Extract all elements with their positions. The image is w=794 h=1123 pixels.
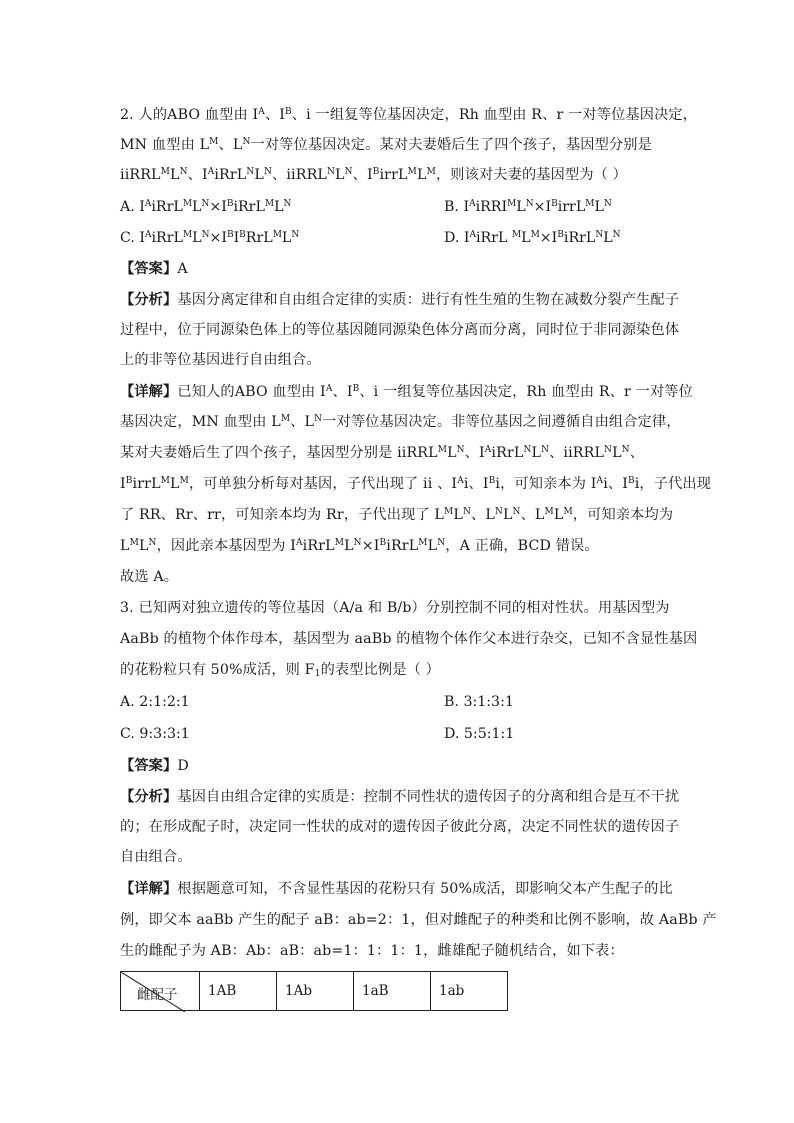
q2-stem-line-1: 2. 人的ABO 血型由 $I^A$、$I^B$、i 一组复等位基因决定，Rh 血型由 R、r 一对等位基因决定， [120, 107, 698, 123]
answer-tag: 【答案】 [120, 758, 178, 774]
q3-answer: 【答案】D [120, 758, 189, 774]
q3-analysis-line-2: 的；在形成配子时，决定同一性状的成对的遗传因子彼此分离，决定不同性状的遗传因子 [120, 819, 680, 835]
q3-option-a: A. 2:1:2:1 [120, 694, 190, 710]
q3-option-b: B. 3:1:3:1 [444, 694, 514, 710]
q2-detail-line-1: 【详解】已知人的ABO 血型由 $I^A$、$I^B$、i 一组复等位基因决定，Rh 血型由 R、r 一对等位 [120, 384, 693, 400]
q2-answer: 【答案】A [120, 261, 188, 277]
detail-tag: 【详解】 [120, 384, 178, 400]
q2-stem-line-3: $iiRRL^ML^N$、$I^AiRrL^NL^N$、$iiRRL^NL^N$、$I^BirrL^ML^M$，则该对夫妻的基因型为（ ） [120, 167, 627, 183]
q2-analysis-line-3: 上的非等位基因进行自由组合。 [120, 352, 321, 368]
q2-detail-line-6: $L^ML^N$，因此亲本基因型为 $I^AiRrL^ML^N\times I^BiRrL^ML^N$，A 正确，BCD 错误。 [120, 538, 599, 554]
analysis-tag: 【分析】 [120, 292, 178, 308]
q2-stem-line-2: MN 血型由 $L^M$、$L^N$一对等位基因决定。某对夫妻婚后生了四个孩子，基因型分别是 [120, 137, 652, 153]
q3-analysis-line-1: 【分析】基因自由组合定律的实质是：控制不同性状的遗传因子的分离和组合是互不干扰 [120, 789, 680, 805]
q3-detail-line-3: 生的雌配子为 AB：Ab：aB：ab=1：1：1：1，雌雄配子随机结合，如下表： [120, 943, 624, 959]
q2-analysis-line-1: 【分析】基因分离定律和自由组合定律的实质：进行有性生殖的生物在减数分裂产生配子 [120, 292, 680, 308]
q2-option-d: D. $I^AiRrL$ $^ML^M\times I^BiRrL^NL^N$ [444, 230, 621, 246]
q2-detail-line-2: 基因决定，MN 血型由 $L^M$、$L^N$一对等位基因决定。非等位基因之间遵循自由组合定律， [120, 414, 681, 430]
table-header-cell: 1aB [354, 972, 431, 1011]
table-header-cell: 1Ab [277, 972, 354, 1011]
table-header-cell: 1AB [200, 972, 277, 1011]
q2-detail-line-4: $I^BirrL^ML^M$，可单独分析每对基因，子代出现了 ii 、$I^Ai$、$I^Bi$，可知亲本为 $I^Ai$、$I^Bi$，子代出现 [120, 476, 712, 492]
answer-tag: 【答案】 [120, 261, 178, 277]
table-header-cell: 1ab [431, 972, 508, 1011]
q3-stem-line-3: 的花粉粒只有 50%成活，则 $F_1$的表型比例是（ ） [120, 662, 440, 679]
q2-detail-line-5: 了 RR、Rr、rr，可知亲本均为 Rr，子代出现了 $L^ML^N$、$L^NL^N$、$L^ML^M$，可知亲本均为 [120, 507, 674, 523]
q2-detail-line-3: 某对夫妻婚后生了四个孩子，基因型分别是 $iiRRL^ML^N$、$I^AiRrL^NL^N$、$iiRRL^NL^N$、 [120, 445, 645, 461]
analysis-tag: 【分析】 [120, 789, 178, 805]
corner-label: 雌配子 [137, 987, 178, 1003]
q3-detail-line-2: 例，即父本 aaBb 产生的配子 aB：ab=2：1，但对雌配子的种类和比例不影响，故 AaBb 产 [120, 912, 717, 928]
q3-detail-line-1: 【详解】根据题意可知，不含显性基因的花粉只有 50%成活，即影响父本产生配子的比 [120, 881, 673, 897]
table-row [121, 972, 508, 1011]
table-corner-cell [121, 972, 200, 1011]
q2-option-a: A. $I^AiRrL^ML^N\times I^BiRrL^ML^N$ [120, 199, 292, 215]
detail-tag: 【详解】 [120, 881, 178, 897]
q2-analysis-line-2: 过程中，位于同源染色体上的等位基因随同源染色体分离而分离，同时位于非同源染色体 [120, 322, 680, 338]
q3-stem-line-1: 3. 已知两对独立遗传的等位基因（A/a 和 B/b）分别控制不同的相对性状。用基因型为 [120, 600, 670, 616]
q2-option-c: C. $I^AiRrL^ML^N\times I^BI^BRrL^ML^N$ [120, 230, 300, 246]
q3-option-d: D. 5:5:1:1 [444, 726, 515, 742]
q2-option-b: B. $I^AiRRI^ML^N\times I^BirrL^ML^N$ [444, 199, 612, 215]
q3-stem-line-2: AaBb 的植物个体作母本，基因型为 aaBb 的植物个体作父本进行杂交，已知不含显性基因 [120, 631, 698, 647]
q3-analysis-line-3: 自由组合。 [120, 849, 192, 865]
q3-option-c: C. 9:3:3:1 [120, 726, 190, 742]
q2-choose: 故选 A。 [120, 569, 179, 585]
gamete-table [120, 971, 508, 1011]
